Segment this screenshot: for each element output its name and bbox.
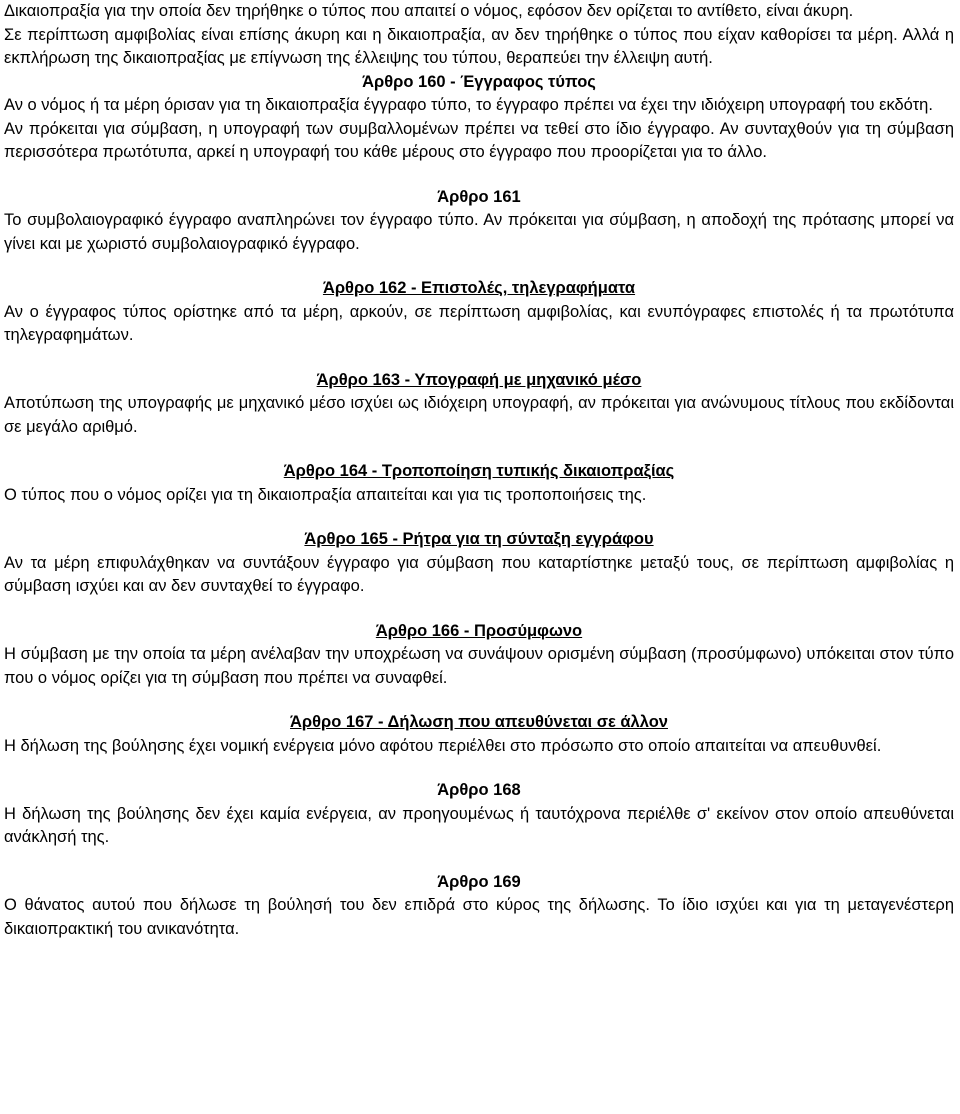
article-paragraph: Ο τύπος που ο νόμος ορίζει για τη δικαιοπραξία απαιτείται και για τις τροποποιήσεις της. <box>4 485 647 504</box>
article-section <box>4 186 954 257</box>
intro-paragraph: Δικαιοπραξία για την οποία δεν τηρήθηκε ο τύπος που απαιτεί ο νόμος, εφόσον δεν ορίζεται το αντίθετο, είναι άκυρη. <box>4 2 854 20</box>
article-heading <box>4 528 954 552</box>
article-section <box>4 711 954 758</box>
article-paragraph: Αν ο νόμος ή τα μέρη όρισαν για τη δικαιοπραξία έγγραφο τύπο, το έγγραφο πρέπει να έχει την ιδιόχειρη υπογραφή του εκδότη. <box>4 96 933 114</box>
article-heading-text: Άρθρο 160 - Έγγραφος τύπος <box>362 72 596 91</box>
article-paragraph: Η δήλωση της βούλησης δεν έχει καμία ενέργεια, αν προηγουμένως ή ταυτόχρονα περιέλθε σ' εκείνον στον οποίο απευθύνεται ανάκλησή της. <box>4 804 954 846</box>
article-heading-text: Άρθρο 167 - Δήλωση που απευθύνεται σε άλλον <box>290 713 668 731</box>
intro-section <box>4 0 954 71</box>
article-section <box>4 71 954 165</box>
article-heading-text: Άρθρο 163 - Υπογραφή με μηχανικό μέσο <box>316 370 642 389</box>
article-paragraph: Ο θάνατος αυτού που δήλωσε τη βούλησή του δεν επιδρά στο κύρος της δήλωσης. Το ίδιο ισχύει και για τη μεταγενέστερη δικαιοπρακτική του ανικανότητα. <box>4 896 954 938</box>
article-heading-text: Άρθρο 161 <box>437 187 521 206</box>
article-heading <box>4 277 954 301</box>
articles-list <box>4 71 954 942</box>
article-section <box>4 620 954 691</box>
article-heading <box>4 460 954 484</box>
article-paragraph: Η σύμβαση με την οποία τα μέρη ανέλαβαν την υποχρέωση να συνάψουν ορισμένη σύμβαση (προσύμφωνο) υπόκειται στον τύπο που ο νόμος ορίζει για τη σύμβαση που πρέπει να συναφθεί. <box>4 645 954 687</box>
article-heading-text: Άρθρο 168 <box>437 781 521 799</box>
article-heading-text: Άρθρο 165 - Ρήτρα για τη σύνταξη εγγράφου <box>304 530 654 548</box>
article-paragraph: Αποτύπωση της υπογραφής με μηχανικό μέσο ισχύει ως ιδιόχειρη υπογραφή, αν πρόκειται για ανώνυμους τίτλους που εκδίδονται σε μεγάλο αριθμό. <box>4 394 954 436</box>
article-paragraph: Το συμβολαιογραφικό έγγραφο αναπληρώνει τον έγγραφο τύπο. Αν πρόκειται για σύμβαση, η αποδοχή της πρότασης μπορεί να γίνει και με χωριστό συμβολαιογραφικό έγγραφο. <box>4 211 954 253</box>
article-heading <box>4 186 954 210</box>
article-paragraph: Αν πρόκειται για σύμβαση, η υπογραφή των συμβαλλομένων πρέπει να τεθεί στο ίδιο έγγραφο. Αν συνταχθούν για τη σύμβαση περισσότερα πρωτότυπα, αρκεί η υπογραφή του κάθε μέρους στο έγγραφο που προορίζεται για το άλλο. <box>4 119 954 161</box>
article-heading <box>4 71 954 95</box>
article-paragraph: Αν ο έγγραφος τύπος ορίστηκε από τα μέρη, αρκούν, σε περίπτωση αμφιβολίας, και ενυπόγραφες επιστολές ή τα πρωτότυπα τηλεγραφημάτων. <box>4 302 954 344</box>
article-heading-text: Άρθρο 166 - Προσύμφωνο <box>375 621 583 640</box>
article-heading <box>4 871 954 895</box>
article-heading-text: Άρθρο 164 - Τροποποίηση τυπικής δικαιοπραξίας <box>283 462 675 480</box>
article-section <box>4 460 954 507</box>
article-heading <box>4 711 954 735</box>
article-heading-text: Άρθρο 162 - Επιστολές, τηλεγραφήματα <box>322 279 636 297</box>
article-heading <box>4 779 954 803</box>
article-heading <box>4 620 954 644</box>
article-heading-text: Άρθρο 169 <box>437 872 521 891</box>
article-section <box>4 871 954 942</box>
article-section <box>4 277 954 348</box>
article-section <box>4 779 954 850</box>
article-paragraph: Η δήλωση της βούλησης έχει νομική ενέργεια μόνο αφότου περιέλθει στο πρόσωπο στο οποίο απαιτείται να απευθυνθεί. <box>4 736 882 755</box>
article-section <box>4 369 954 440</box>
intro-paragraph: Σε περίπτωση αμφιβολίας είναι επίσης άκυρη και η δικαιοπραξία, αν δεν τηρήθηκε ο τύπος που είχαν καθορίσει τα μέρη. Αλλά η εκπλήρωση της δικαιοπραξίας με επίγνωση της έλλειψης του τύπου, θεραπεύει την έλλειψη αυτή. <box>4 25 954 67</box>
article-heading <box>4 369 954 393</box>
article-section <box>4 528 954 599</box>
article-paragraph: Αν τα μέρη επιφυλάχθηκαν να συντάξουν έγγραφο για σύμβαση που καταρτίστηκε μεταξύ τους, σε περίπτωση αμφιβολίας η σύμβαση ισχύει και αν δεν συνταχθεί το έγγραφο. <box>4 553 954 595</box>
